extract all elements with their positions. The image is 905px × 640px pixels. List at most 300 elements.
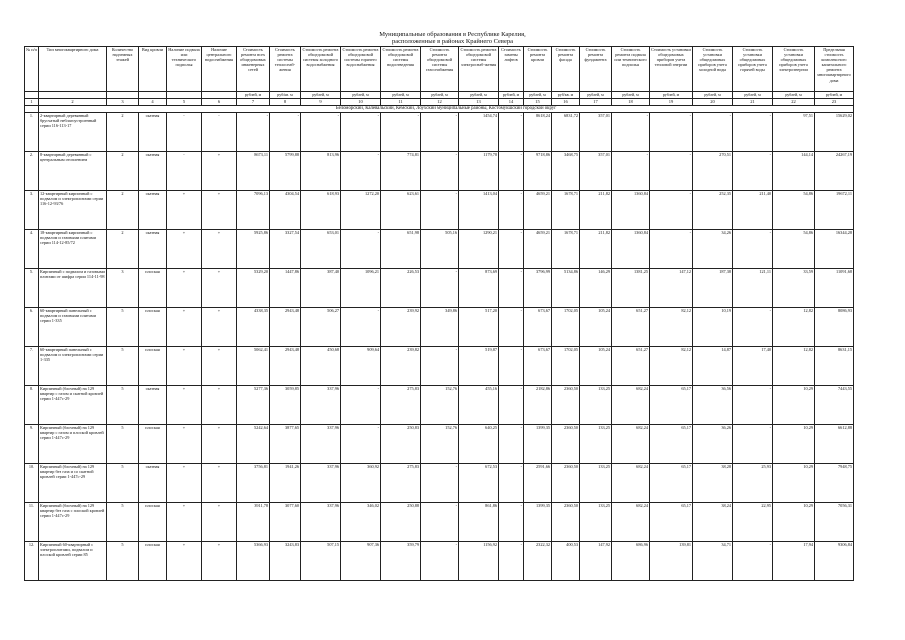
table-cell: 133,25: [580, 386, 612, 425]
column-header: Тип многоквартирного дома: [39, 47, 107, 92]
table-cell: +: [167, 269, 202, 308]
table-cell: 3: [107, 269, 139, 308]
table-cell: 3.: [25, 191, 39, 230]
unit-cell: [107, 92, 139, 99]
unit-cell: [39, 92, 107, 99]
table-cell: 250,83: [381, 425, 421, 464]
table-cell: 672,53: [459, 464, 499, 503]
table-cell: -: [733, 152, 773, 191]
unit-cell: рублей, м: [237, 92, 270, 99]
table-cell: 6612,88: [815, 425, 854, 464]
column-header: Стоимость ремонта фундамента: [580, 47, 612, 92]
table-cell: 507,15: [301, 542, 341, 581]
table-cell: +: [202, 269, 237, 308]
table-cell: 6.: [25, 308, 39, 347]
table-cell: 450,68: [301, 347, 341, 386]
table-cell: 10.: [25, 464, 39, 503]
table-cell: +: [167, 308, 202, 347]
table-cell: 9.: [25, 425, 39, 464]
table-cell: 7096,13: [237, 191, 270, 230]
table-cell: 337,96: [301, 503, 341, 542]
table-cell: скатная: [139, 113, 167, 152]
table-cell: 5.: [25, 269, 39, 308]
region-label: Беломорский, Калевальский, Кемский, Лоухский муниципальные районы, Костомукшский городской округ: [39, 106, 854, 113]
table-cell: 17,94: [773, 542, 815, 581]
table-cell: 3911,78: [237, 503, 270, 542]
table-cell: 517,20: [459, 308, 499, 347]
table-cell: 2591,66: [524, 464, 552, 503]
table-cell: -: [381, 113, 421, 152]
table-cell: 211,82: [580, 191, 612, 230]
column-header: Наличие центрального водоснабжения: [202, 47, 237, 92]
table-cell: +: [167, 425, 202, 464]
unit-cell: рублей, м: [580, 92, 612, 99]
table-cell: 682,24: [612, 425, 650, 464]
table-cell: -: [202, 113, 237, 152]
table-cell: +: [167, 386, 202, 425]
table-cell: 357,01: [580, 152, 612, 191]
table-cell: 7948,75: [815, 464, 854, 503]
table-cell: 5925,86: [237, 230, 270, 269]
table-cell: 252,35: [693, 191, 733, 230]
column-header: Стоимость ремонта всех общедомовых инженерных сетей: [237, 47, 270, 92]
table-cell: 653,01: [301, 230, 341, 269]
table-cell: 3077,60: [270, 503, 301, 542]
table-cell: +: [202, 464, 237, 503]
unit-cell: рублей, м: [381, 92, 421, 99]
table-cell: 5242,64: [237, 425, 270, 464]
table-cell: 2360,50: [552, 425, 580, 464]
table-cell: -: [341, 386, 381, 425]
column-header: Стоимость установки общедомовых приборов учета электроэнергии: [773, 47, 815, 92]
table-cell: 14,87: [693, 347, 733, 386]
column-number: 10: [341, 99, 381, 106]
table-cell: -: [733, 230, 773, 269]
table-cell: 2: [107, 152, 139, 191]
table-cell: 1447,86: [270, 269, 301, 308]
table-cell: -: [499, 230, 524, 269]
table-cell: 105,24: [580, 347, 612, 386]
table-cell: 17,40: [733, 347, 773, 386]
table-cell: -: [421, 347, 459, 386]
table-cell: 226,53: [381, 269, 421, 308]
table-cell: 97,51: [773, 113, 815, 152]
table-cell: 5: [107, 503, 139, 542]
table-cell: +: [202, 386, 237, 425]
unit-cell: [202, 92, 237, 99]
table-cell: 10,19: [693, 308, 733, 347]
table-cell: -: [167, 152, 202, 191]
table-cell: 250,88: [381, 503, 421, 542]
table-cell: 1179,78: [459, 152, 499, 191]
unit-cell: руб/кв. м: [552, 92, 580, 99]
table-cell: 1381,25: [612, 269, 650, 308]
table-cell: 22,95: [733, 503, 773, 542]
column-number-row: [25, 99, 854, 106]
table-cell: -: [421, 542, 459, 581]
table-cell: -: [650, 113, 693, 152]
table-cell: 239,92: [381, 308, 421, 347]
table-cell: 4659,21: [524, 230, 552, 269]
table-cell: 618,93: [301, 191, 341, 230]
table-cell: 1454,74: [459, 113, 499, 152]
table-cell: 1399,35: [524, 425, 552, 464]
table-cell: +: [202, 542, 237, 581]
region-row: [25, 106, 854, 113]
column-header: Стоимость замены лифтов: [499, 47, 524, 92]
table-cell: 10,29: [773, 425, 815, 464]
table-cell: 1.: [25, 113, 39, 152]
table-cell: плоская: [139, 425, 167, 464]
table-cell: -: [421, 269, 459, 308]
column-header: Стоимость установки общедомовых приборов учета тепловой энергии: [650, 47, 693, 92]
table-cell: 65,17: [650, 464, 693, 503]
table-cell: -: [499, 347, 524, 386]
table-cell: 133,25: [580, 503, 612, 542]
table-cell: 3059,85: [270, 386, 301, 425]
table-cell: 1360,84: [612, 191, 650, 230]
table-cell: +: [202, 152, 237, 191]
house-type-cell: 8-квартирный деревянный с центральным отоплением: [39, 152, 107, 191]
table-cell: плоская: [139, 542, 167, 581]
table-cell: -: [733, 308, 773, 347]
table-cell: -: [612, 152, 650, 191]
column-header: Стоимость ремонта кровли: [524, 47, 552, 92]
table-cell: 4.: [25, 230, 39, 269]
unit-cell: рублей, м: [815, 92, 854, 99]
column-header: Стоимость установки общедомовых приборов учета горячей воды: [733, 47, 773, 92]
table-row: [25, 308, 854, 347]
table-cell: -: [693, 113, 733, 152]
table-cell: +: [202, 347, 237, 386]
table-cell: -: [301, 113, 341, 152]
table-cell: скатная: [139, 386, 167, 425]
column-number: 1: [25, 99, 39, 106]
column-header: Вид кровли: [139, 47, 167, 92]
column-number: 22: [773, 99, 815, 106]
table-cell: 65,17: [650, 503, 693, 542]
table-cell: 4304,54: [270, 191, 301, 230]
table-cell: -: [650, 152, 693, 191]
table-cell: 38,24: [693, 503, 733, 542]
table-row: [25, 347, 854, 386]
table-cell: 2360,50: [552, 386, 580, 425]
table-cell: 907,36: [341, 542, 381, 581]
table-cell: 33,59: [773, 269, 815, 308]
column-number: 9: [301, 99, 341, 106]
table-cell: 3877,65: [270, 425, 301, 464]
table-cell: 82,12: [650, 347, 693, 386]
table-cell: 19672,11: [815, 191, 854, 230]
table-cell: 1399,35: [524, 503, 552, 542]
table-cell: 10,29: [773, 386, 815, 425]
table-cell: 6831,72: [552, 113, 580, 152]
column-number: 15: [524, 99, 552, 106]
table-cell: 1096,21: [341, 269, 381, 308]
table-cell: -: [499, 152, 524, 191]
table-cell: -: [499, 425, 524, 464]
table-cell: плоская: [139, 308, 167, 347]
table-cell: 187,38: [693, 269, 733, 308]
column-number: 8: [270, 99, 301, 106]
column-number: 12: [421, 99, 459, 106]
table-cell: 5134,86: [552, 269, 580, 308]
column-number: 5: [167, 99, 202, 106]
table-cell: 34,71: [693, 542, 733, 581]
table-cell: плоская: [139, 269, 167, 308]
table-cell: +: [167, 464, 202, 503]
table-cell: 11.: [25, 503, 39, 542]
table-cell: -: [167, 113, 202, 152]
table-cell: 7.: [25, 347, 39, 386]
table-cell: 12,82: [773, 347, 815, 386]
table-cell: 673,67: [524, 347, 552, 386]
table-cell: -: [421, 152, 459, 191]
table-cell: -: [499, 113, 524, 152]
table-cell: -: [341, 308, 381, 347]
table-cell: -: [270, 113, 301, 152]
table-cell: 146,29: [580, 269, 612, 308]
column-number: 21: [733, 99, 773, 106]
table-cell: -: [650, 191, 693, 230]
table-cell: -: [237, 113, 270, 152]
table-cell: 3327,54: [270, 230, 301, 269]
column-header: Стоимость ремонта общедомовой системы газоснабжения: [421, 47, 459, 92]
table-cell: +: [202, 503, 237, 542]
table-cell: 152,76: [421, 425, 459, 464]
table-cell: 144,14: [773, 152, 815, 191]
unit-cell: рублей, м: [773, 92, 815, 99]
table-cell: 5: [107, 464, 139, 503]
table-row: [25, 386, 854, 425]
table-cell: 8673,11: [237, 152, 270, 191]
table-cell: 673,67: [524, 308, 552, 347]
table-cell: скатная: [139, 191, 167, 230]
table-cell: -: [499, 386, 524, 425]
table-cell: 1156,92: [459, 542, 499, 581]
table-cell: 211,82: [580, 230, 612, 269]
table-cell: 3243,83: [270, 542, 301, 581]
unit-cell: рублей, м: [499, 92, 524, 99]
table-cell: 8631,15: [815, 347, 854, 386]
column-header: Стоимость ремонта общедомовой системы электроснаб-жения: [459, 47, 499, 92]
table-cell: 270,51: [693, 152, 733, 191]
table-cell: 387,40: [301, 269, 341, 308]
table-cell: 5062,41: [237, 347, 270, 386]
table-cell: 774,81: [381, 152, 421, 191]
table-cell: 5: [107, 386, 139, 425]
table-cell: -: [499, 308, 524, 347]
table-cell: 54,86: [773, 191, 815, 230]
table-cell: 455,16: [459, 386, 499, 425]
table-cell: 5: [107, 308, 139, 347]
table-cell: -: [612, 113, 650, 152]
table-cell: 1360,84: [612, 230, 650, 269]
table-cell: 1678,71: [552, 230, 580, 269]
table-cell: -: [499, 503, 524, 542]
table-cell: -: [733, 386, 773, 425]
table-cell: 400,53: [552, 542, 580, 581]
table-cell: 34,26: [693, 230, 733, 269]
table-cell: +: [167, 230, 202, 269]
table-cell: 15629,02: [815, 113, 854, 152]
table-cell: 346,02: [341, 503, 381, 542]
column-number: 20: [693, 99, 733, 106]
column-number: 17: [580, 99, 612, 106]
table-cell: 2322,32: [524, 542, 552, 581]
unit-cell: руб/кв. м: [270, 92, 301, 99]
table-cell: 36,26: [693, 425, 733, 464]
table-cell: 147,12: [650, 269, 693, 308]
table-cell: 357,01: [580, 113, 612, 152]
table-cell: 7056,31: [815, 503, 854, 542]
table-cell: скатная: [139, 230, 167, 269]
table-cell: 2.: [25, 152, 39, 191]
table-cell: 239,82: [381, 347, 421, 386]
table-cell: -: [499, 191, 524, 230]
units-row: [25, 92, 854, 99]
table-cell: 360,92: [341, 464, 381, 503]
unit-cell: рублей, м: [341, 92, 381, 99]
table-cell: 651,27: [612, 308, 650, 347]
table-cell: 506,27: [301, 308, 341, 347]
table-cell: 5: [107, 347, 139, 386]
document-title-line-2: расположенные в районах Крайнего Севера: [392, 38, 513, 45]
column-number: 23: [815, 99, 854, 106]
table-row: [25, 269, 854, 308]
unit-cell: рублей, м: [650, 92, 693, 99]
table-cell: 2: [107, 113, 139, 152]
table-cell: 2182,86: [524, 386, 552, 425]
column-header: Количество надземных этажей: [107, 47, 139, 92]
table-cell: 337,96: [301, 425, 341, 464]
table-cell: 359,79: [381, 542, 421, 581]
table-cell: 10,29: [773, 503, 815, 542]
table-cell: 24267,19: [815, 152, 854, 191]
document-title-line-1: Муниципальные образования в Республике Карелия,: [379, 31, 526, 38]
table-cell: 861,86: [459, 503, 499, 542]
table-cell: скатная: [139, 464, 167, 503]
table-cell: 275,83: [381, 464, 421, 503]
table-cell: 1702,05: [552, 347, 580, 386]
table-row: [25, 152, 854, 191]
table-cell: 4659,21: [524, 191, 552, 230]
table-cell: 105,24: [580, 308, 612, 347]
table-cell: -: [341, 425, 381, 464]
table-cell: -: [421, 191, 459, 230]
table-cell: 1272,20: [341, 191, 381, 230]
house-type-cell: Кирпичный с подвалом и газовыми плитами от шифра серии 114-11-98: [39, 269, 107, 308]
table-cell: -: [421, 503, 459, 542]
table-cell: 4338,35: [237, 308, 270, 347]
table-cell: 2: [107, 230, 139, 269]
column-header: Наличие подвала или технического подполья: [167, 47, 202, 92]
house-type-cell: Кирпичный (блочный) на 129 квартир с газом и скатной кровлей серии 1-447с-29: [39, 386, 107, 425]
table-cell: 1678,71: [552, 191, 580, 230]
table-cell: 82,12: [650, 308, 693, 347]
column-number: 14: [499, 99, 524, 106]
table-cell: 211,40: [733, 191, 773, 230]
table-cell: +: [167, 347, 202, 386]
table-cell: 5: [107, 542, 139, 581]
table-cell: 8.: [25, 386, 39, 425]
table-cell: -: [499, 542, 524, 581]
unit-cell: рублей, м: [459, 92, 499, 99]
table-cell: -: [733, 113, 773, 152]
table-cell: 337,96: [301, 464, 341, 503]
table-cell: 7443,55: [815, 386, 854, 425]
table-cell: +: [202, 191, 237, 230]
table-row: [25, 542, 854, 581]
table-cell: +: [202, 230, 237, 269]
column-number: 6: [202, 99, 237, 106]
column-header: Стоимость ремонта подвала или технического подполья: [612, 47, 650, 92]
table-cell: 2943,48: [270, 347, 301, 386]
column-number: 19: [650, 99, 693, 106]
house-type-cell: 60-квартирный панельный с подвалом и газовыми плитами серии 1-335: [39, 308, 107, 347]
table-cell: 3756,81: [237, 464, 270, 503]
column-number: 2: [39, 99, 107, 106]
table-cell: 682,24: [612, 464, 650, 503]
table-cell: -: [341, 113, 381, 152]
house-type-cell: 2-квартирный деревянный брусчатый неблагоустроенный серии 116-113-17: [39, 113, 107, 152]
column-header: Стоимость ремонта фасада: [552, 47, 580, 92]
table-cell: 682,24: [612, 503, 650, 542]
table-cell: 147,92: [580, 542, 612, 581]
house-type-cell: Кирпичный 60-квартирный с электроплитами, подвалом и плоской кровлей серии 85: [39, 542, 107, 581]
table-cell: +: [202, 425, 237, 464]
table-cell: -: [499, 464, 524, 503]
house-type-cell: 60-квартирный панельный с подвалом и электроплитами серии 1-335: [39, 347, 107, 386]
table-cell: 2: [107, 191, 139, 230]
table-cell: 36,56: [693, 386, 733, 425]
table-cell: -: [341, 230, 381, 269]
column-number: 11: [381, 99, 421, 106]
table-cell: 337,96: [301, 386, 341, 425]
table-cell: 813,96: [301, 152, 341, 191]
column-header: Стоимость ремонта общедомовой системы водоотведения: [381, 47, 421, 92]
table-cell: -: [341, 152, 381, 191]
table-cell: 9718,86: [524, 152, 552, 191]
table-row: [25, 113, 854, 152]
table-cell: 909,64: [341, 347, 381, 386]
column-header: Предельная стоимость комплексного капитального ремонта многоквартирного дома: [815, 47, 854, 92]
table-cell: 651,98: [381, 230, 421, 269]
table-cell: 133,25: [580, 464, 612, 503]
cost-table: [24, 46, 854, 581]
table-cell: 8086,93: [815, 308, 854, 347]
table-cell: 2360,50: [552, 503, 580, 542]
table-cell: 1941,26: [270, 464, 301, 503]
table-cell: 2943,48: [270, 308, 301, 347]
table-cell: 152,76: [421, 386, 459, 425]
column-header: Стоимость установки общедомовых приборов учета холодной воды: [693, 47, 733, 92]
table-cell: 873,69: [459, 269, 499, 308]
column-header: Стоимость ремонта общедомовой системы холодного водоснабжения: [301, 47, 341, 92]
table-cell: 651,27: [612, 347, 650, 386]
table-cell: +: [167, 503, 202, 542]
column-number: 4: [139, 99, 167, 106]
table-row: [25, 425, 854, 464]
table-row: [25, 503, 854, 542]
unit-cell: рублей, м: [301, 92, 341, 99]
column-number: 13: [459, 99, 499, 106]
unit-cell: [167, 92, 202, 99]
table-cell: 133,25: [580, 425, 612, 464]
table-cell: 139,81: [650, 542, 693, 581]
unit-cell: рублей, м: [421, 92, 459, 99]
table-cell: -: [733, 425, 773, 464]
